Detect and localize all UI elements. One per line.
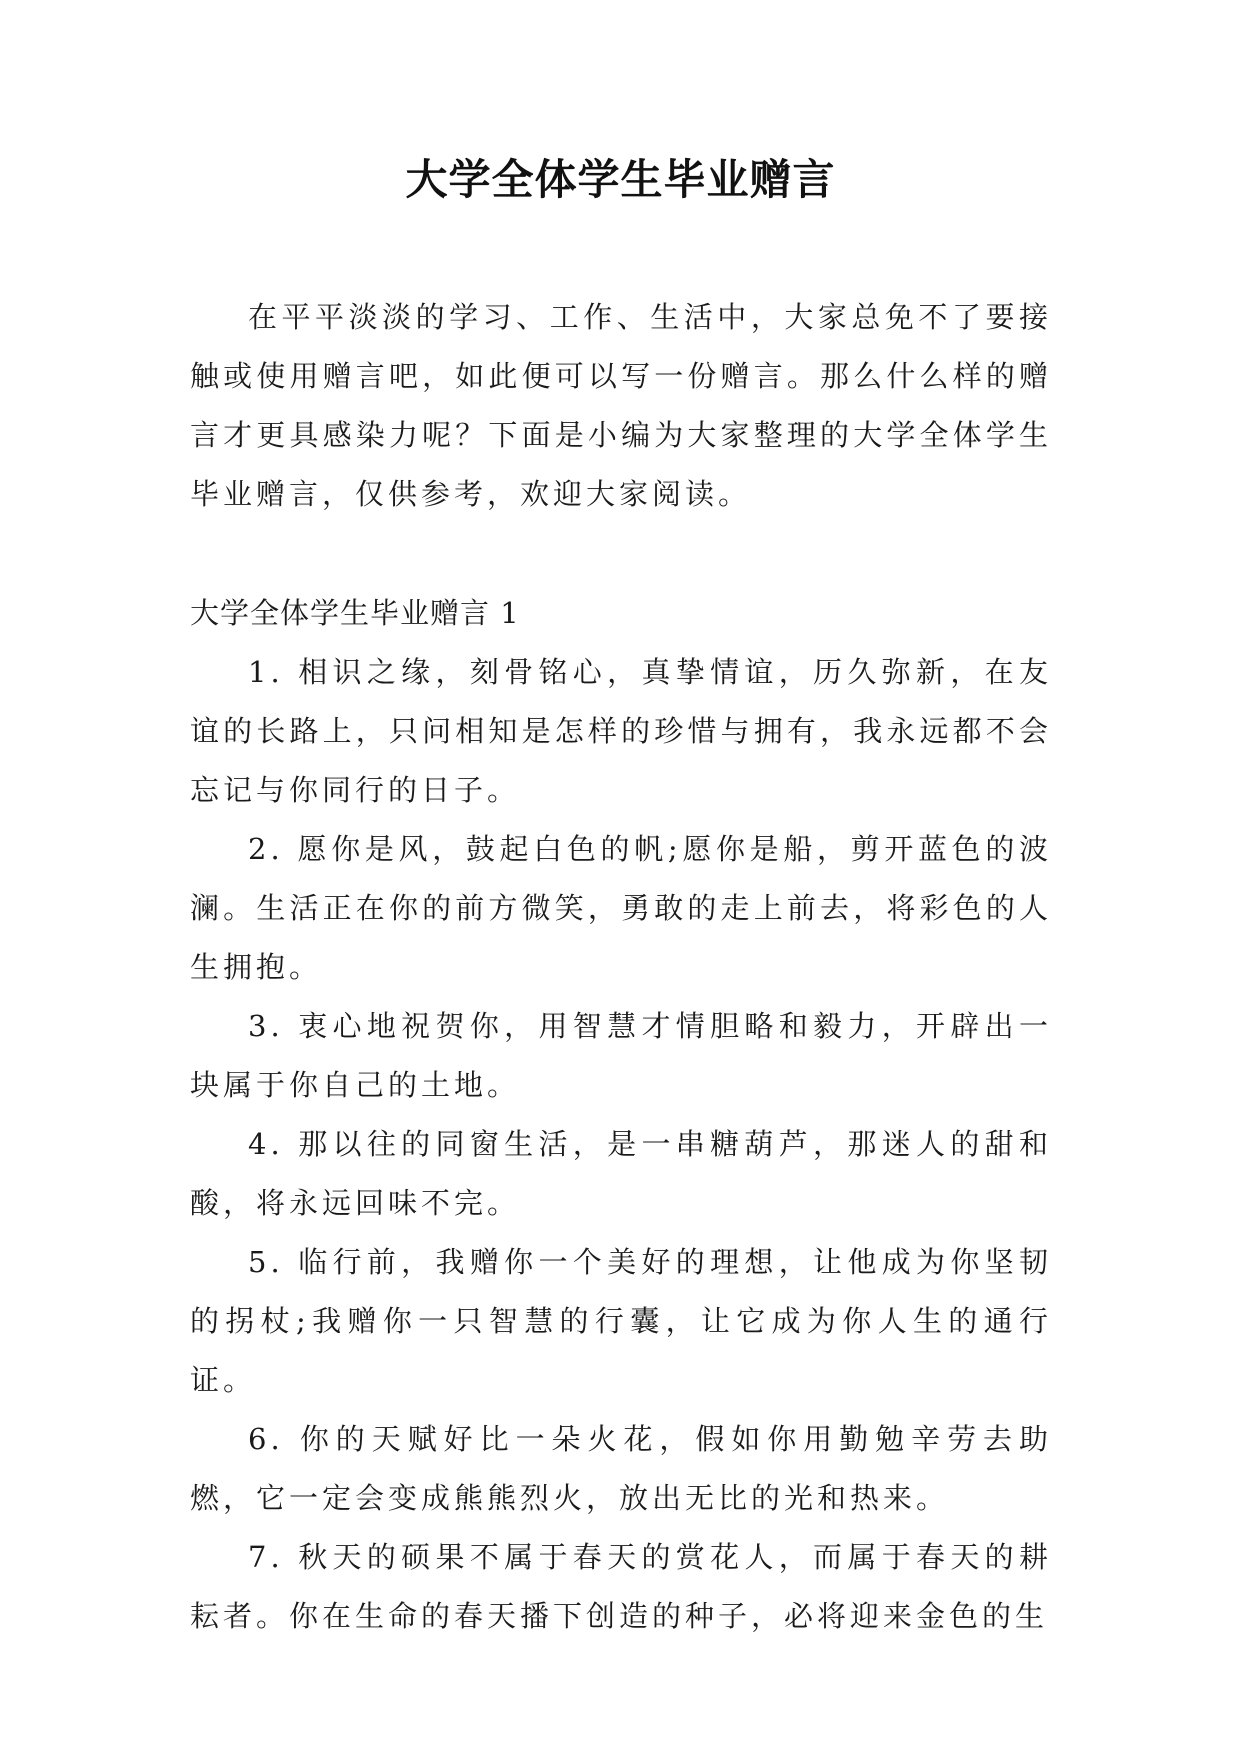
list-item: 4. 那以往的同窗生活，是一串糖葫芦，那迷人的甜和酸，将永远回味不完。 (190, 1127, 1052, 1220)
list-item: 3. 衷心地祝贺你，用智慧才情胆略和毅力，开辟出一块属于你自己的土地。 (190, 1009, 1052, 1102)
document-body (190, 288, 1052, 1646)
list-item: 5. 临行前，我赠你一个美好的理想，让他成为你坚韧的拐杖;我赠你一只智慧的行囊，让它成为你人生的通行证。 (190, 1245, 1052, 1397)
intro-paragraph: 在平平淡淡的学习、工作、生活中，大家总免不了要接触或使用赠言吧，如此便可以写一份赠言。那么什么样的赠言才更具感染力呢？下面是小编为大家整理的大学全体学生毕业赠言，仅供参考，欢迎大家阅读。 (190, 300, 1052, 511)
section-heading: 大学全体学生毕业赠言 1 (190, 596, 520, 630)
list-item: 6. 你的天赋好比一朵火花，假如你用勤勉辛劳去助燃，它一定会变成熊熊烈火，放出无比的光和热来。 (190, 1422, 1052, 1515)
list-item: 1. 相识之缘，刻骨铭心，真挚情谊，历久弥新，在友谊的长路上，只问相知是怎样的珍惜与拥有，我永远都不会忘记与你同行的日子。 (190, 655, 1052, 807)
list-item: 7. 秋天的硕果不属于春天的赏花人，而属于春天的耕耘者。你在生命的春天播下创造的种子，必将迎来金色的生 (190, 1540, 1052, 1633)
document-title: 大学全体学生毕业赠言 (405, 155, 836, 204)
list-item: 2. 愿你是风，鼓起白色的帆;愿你是船，剪开蓝色的波澜。生活正在你的前方微笑，勇敢的走上前去，将彩色的人生拥抱。 (190, 832, 1052, 984)
